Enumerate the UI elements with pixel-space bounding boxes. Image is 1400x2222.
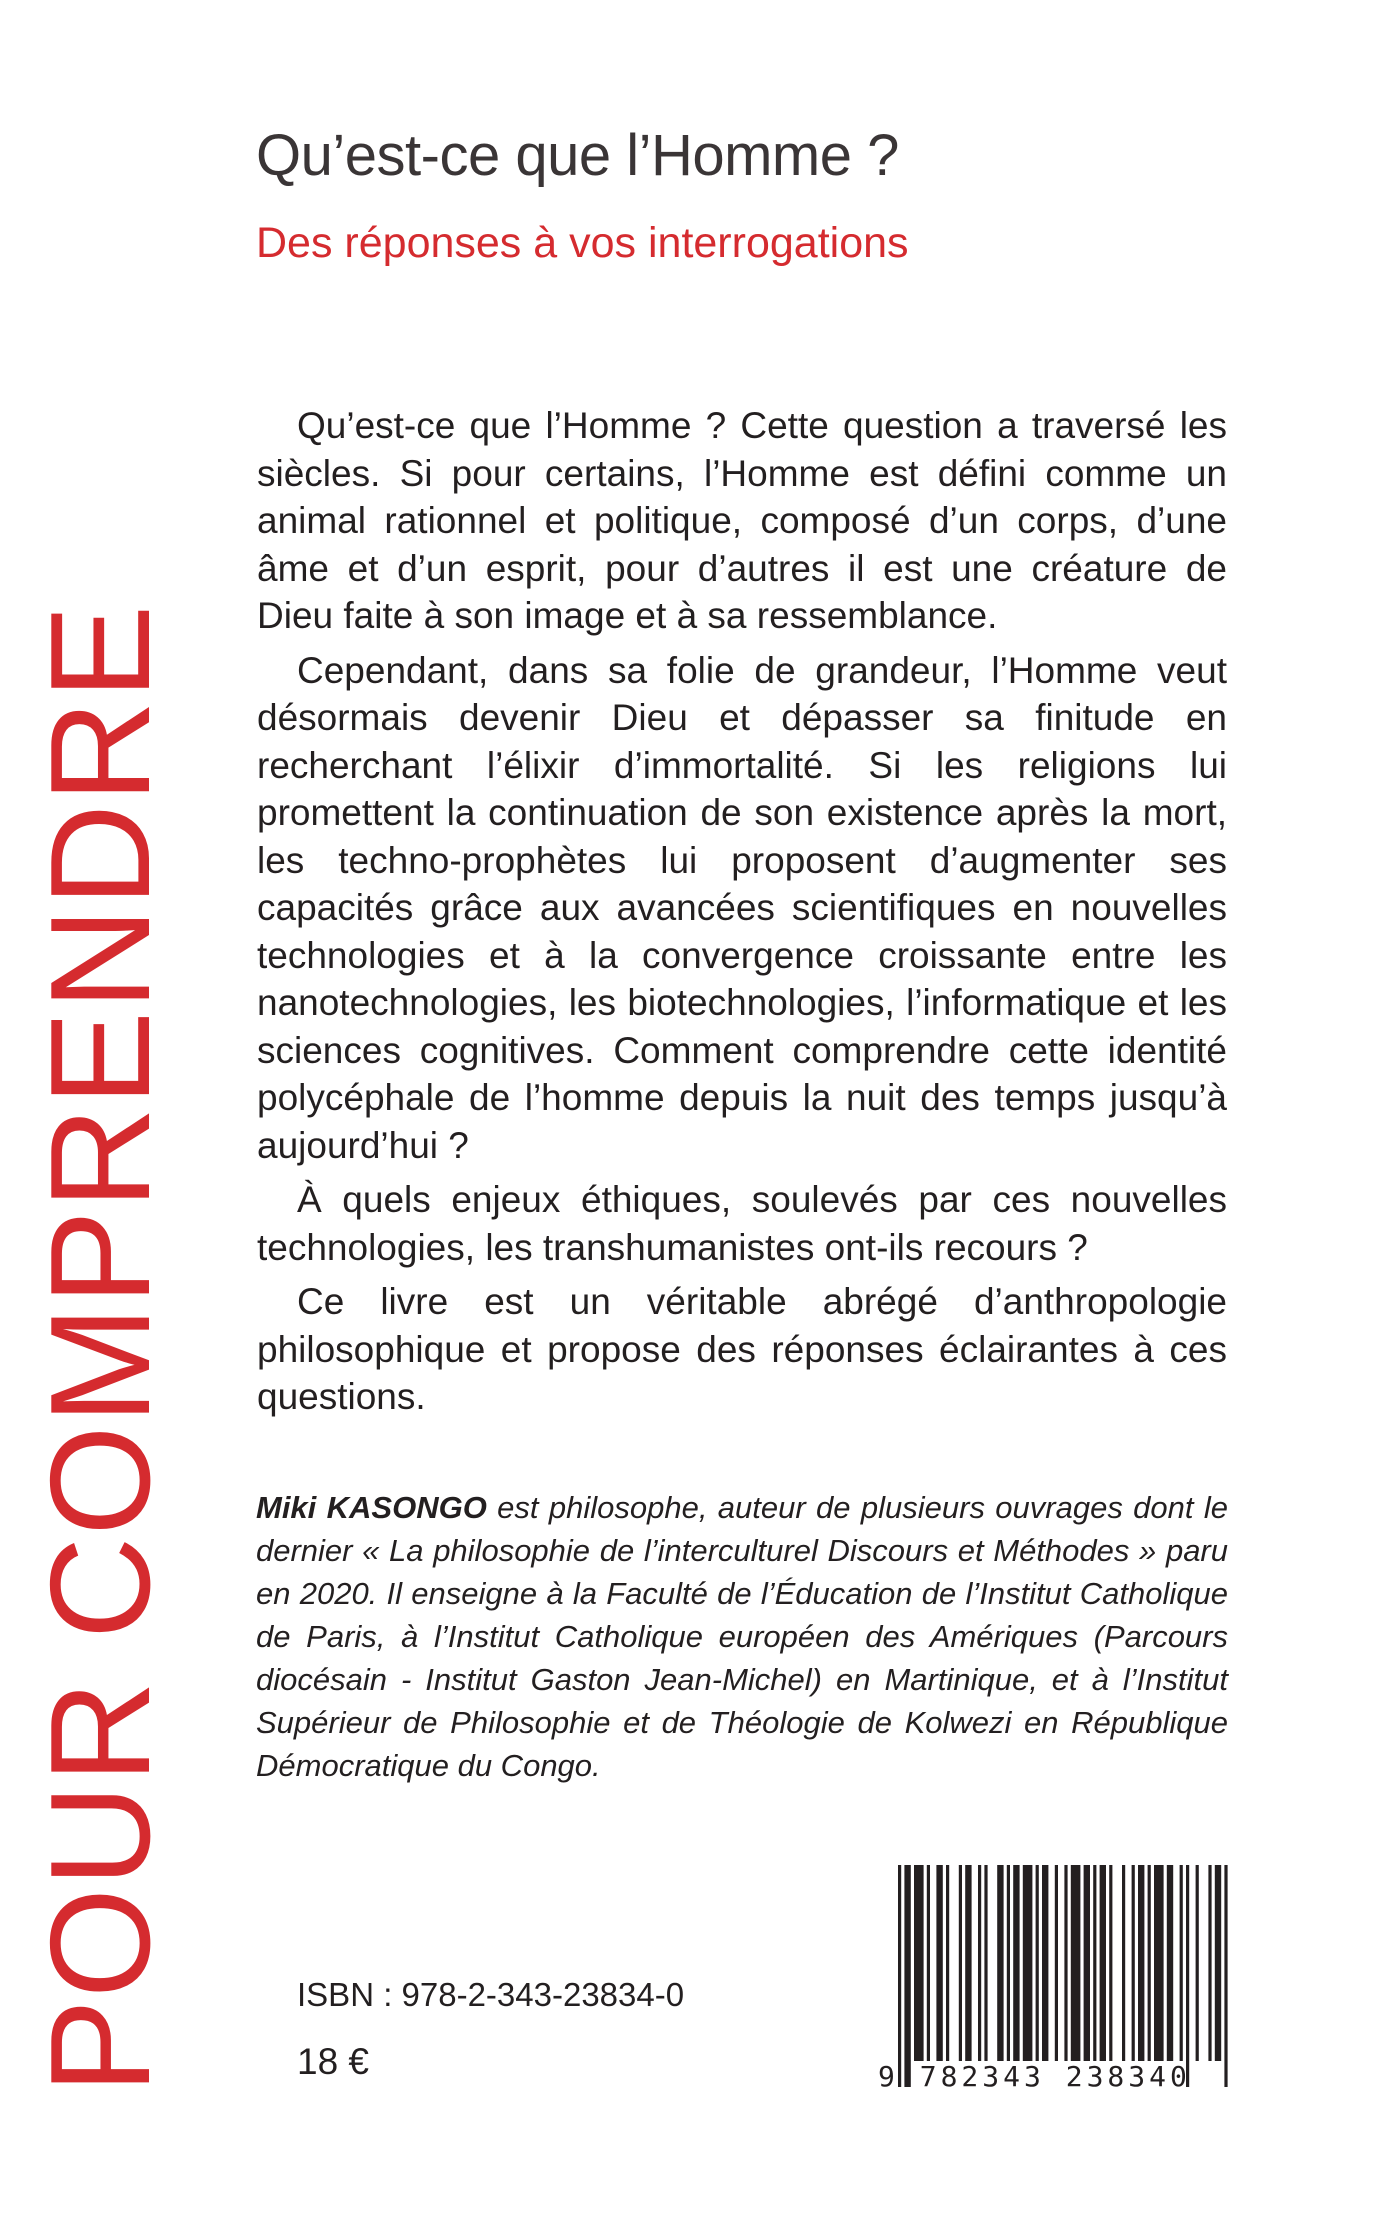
blurb-paragraph: À quels enjeux éthiques, soulevés par ces nouvelles technologies, les transhumanistes ont-ils recours ? bbox=[257, 1179, 1227, 1268]
barcode-bar bbox=[1093, 1865, 1096, 2061]
barcode-bar bbox=[927, 1865, 930, 2061]
barcode-bar bbox=[946, 1865, 949, 2061]
barcode-bar bbox=[1084, 1865, 1090, 2061]
blurb-paragraph: Qu’est-ce que l’Homme ? Cette question a traversé les siècles. Si pour certains, l’Homme est défini comme un animal rationnel et politique, composé d’un corps, d’une âme et d’un esprit, pour d’autres il est une créature de Dieu faite à son image et à sa ressemblance. bbox=[257, 405, 1227, 636]
book-title: Qu’est-ce que l’Homme ? bbox=[256, 123, 899, 188]
barcode-bar bbox=[1109, 1865, 1112, 2061]
barcode-bar bbox=[1122, 1865, 1125, 2061]
barcode-bar bbox=[1215, 1865, 1221, 2061]
barcode-bar bbox=[997, 1865, 1003, 2061]
barcode-bar bbox=[904, 1865, 910, 2087]
barcode-bar bbox=[1138, 1865, 1144, 2061]
barcode bbox=[876, 1865, 1232, 2097]
barcode-bar bbox=[1071, 1865, 1081, 2061]
author-bio bbox=[256, 1486, 1228, 1787]
barcode-bar bbox=[1036, 1865, 1039, 2061]
barcode-bar bbox=[984, 1865, 987, 2061]
barcode-bar bbox=[1013, 1865, 1019, 2061]
price: 18 € bbox=[297, 2041, 370, 2082]
barcode-bar bbox=[914, 1865, 924, 2061]
barcode-bar bbox=[1180, 1865, 1183, 2061]
barcode-bar bbox=[1042, 1865, 1048, 2061]
barcode-bar bbox=[1196, 1865, 1199, 2061]
barcode-bar bbox=[1186, 1865, 1189, 2087]
barcode-bar bbox=[1167, 1865, 1173, 2061]
barcode-bar bbox=[1023, 1865, 1033, 2061]
barcode-bar bbox=[1154, 1865, 1164, 2061]
barcode-bar bbox=[1100, 1865, 1106, 2061]
barcode-bar bbox=[1148, 1865, 1151, 2061]
barcode-bar bbox=[1007, 1865, 1010, 2061]
author-bio-text: est philosophe, auteur de plusieurs ouvrages dont le dernier « La philosophie de l’interculturel Discours et Méthodes » paru en 2020. Il enseigne à la Faculté de l’Éducation de l’Institut Catholique de Paris, à l’Institut Catholique européen des Amériques (Parcours diocésain - Institut Gaston Jean-Michel) en Martinique, et à l’Institut Supérieur de Philosophie et de Théologie de Kolwezi en République Démocratique du Congo. bbox=[256, 1490, 1228, 1783]
barcode-bar bbox=[898, 1865, 901, 2087]
barcode-bar bbox=[1208, 1865, 1211, 2061]
blurb-paragraph: Ce livre est un véritable abrégé d’anthropologie philosophique et propose des réponses éclairantes à ces questions. bbox=[257, 1281, 1227, 1417]
author-name: Miki KASONGO bbox=[256, 1490, 487, 1525]
barcode-bar bbox=[965, 1865, 971, 2061]
barcode-bar bbox=[1224, 1865, 1227, 2087]
barcode-bar bbox=[1064, 1865, 1067, 2061]
book-subtitle: Des réponses à vos interrogations bbox=[256, 219, 909, 267]
barcode-bar bbox=[978, 1865, 981, 2061]
barcode-bar bbox=[959, 1865, 962, 2061]
barcode-digits: 9 782343 238340 bbox=[878, 2060, 1191, 2093]
blurb-paragraph: Cependant, dans sa folie de grandeur, l’Homme veut désormais devenir Dieu et dépasser sa finitude en recherchant l’élixir d’immortalité. Si les religions lui promettent la continuation de son existence après la mort, les techno-prophètes lui proposent d’augmenter ses capacités grâce aux avancées scientifiques en nouvelles technologies et à la convergence croissante entre les nanotechnologies, les biotechnologies, l’informatique et les sciences cognitives. Comment comprendre cette identité polycéphale de l’homme depuis la nuit des temps jusqu’à aujourd’hui ? bbox=[257, 649, 1227, 1166]
barcode-bar bbox=[1055, 1865, 1058, 2061]
barcode-bar bbox=[1132, 1865, 1135, 2061]
series-label: POUR COMPRENDRE bbox=[21, 603, 180, 2094]
isbn: ISBN : 978-2-343-23834-0 bbox=[297, 1976, 685, 2013]
barcode-bar bbox=[936, 1865, 942, 2061]
blurb bbox=[257, 402, 1227, 1428]
